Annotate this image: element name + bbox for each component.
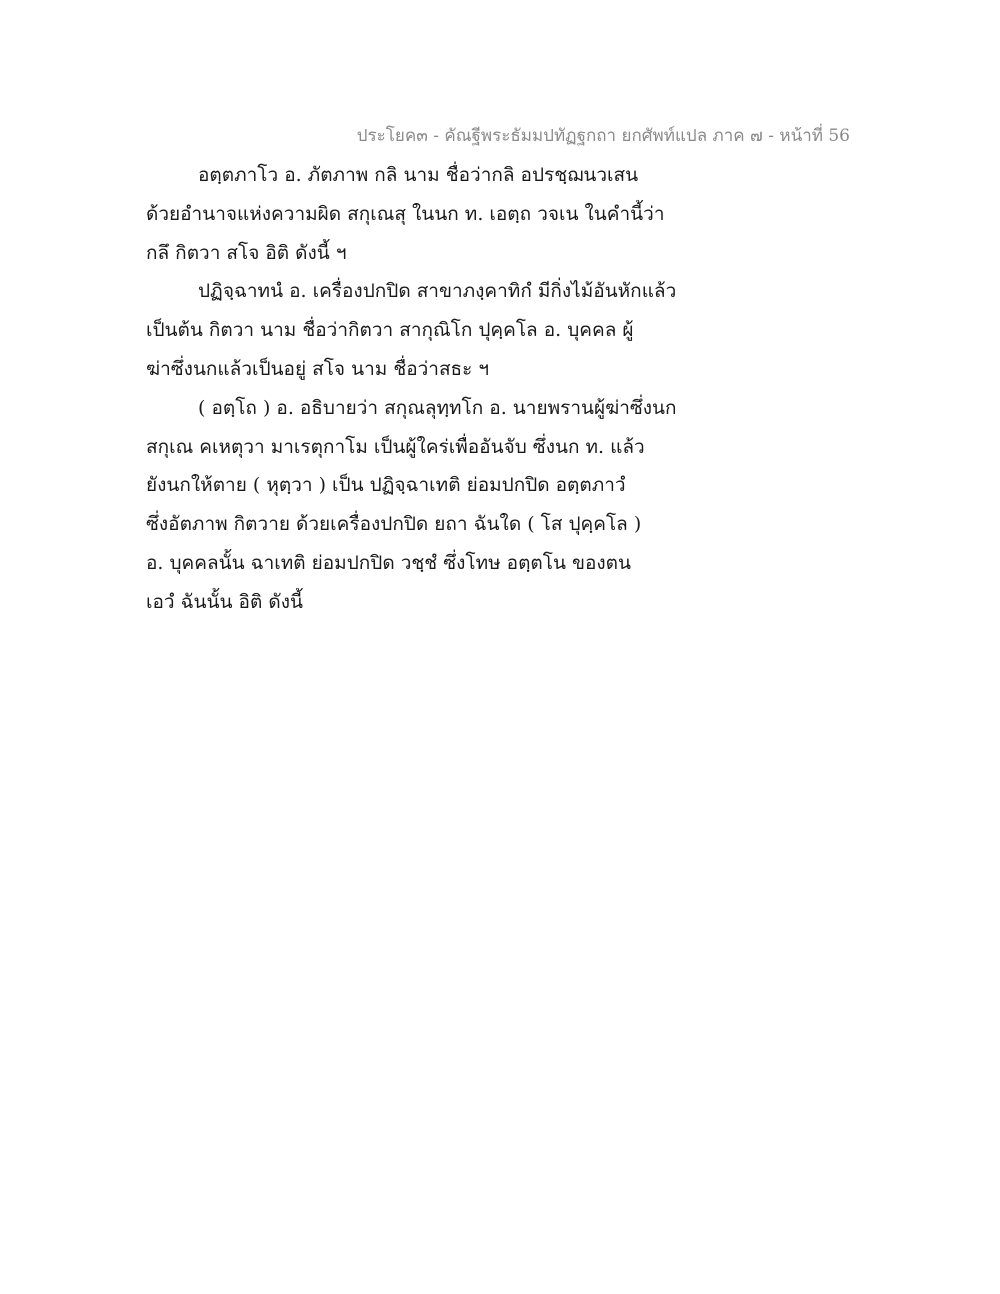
- text-line: ด้วยอำนาจแห่งความผิด สกุเณสุ ในนก ท. เอตฺถ วจเน ในคำนี้ว่า: [146, 202, 665, 225]
- text-line: เป็นต้น กิตวา นาม ชื่อว่ากิตวา สากุณิโก ปุคฺคโล อ. บุคคล ผู้: [146, 319, 634, 342]
- paragraph-1: [146, 156, 706, 272]
- paragraph-2: [146, 272, 706, 388]
- text-line: สกุเณ คเหตุวา มาเรตุกาโม เป็นผู้ใคร่เพื่ออันจับ ซึ่งนก ท. แล้ว: [146, 435, 645, 458]
- text-line: ฆ่าซึ่งนกแล้วเป็นอยู่ สโจ นาม ชื่อว่าสธะ ฯ: [146, 357, 490, 380]
- text-line: อ. บุคคลนั้น ฉาเทติ ย่อมปกปิด วชฺชํ ซึ่งโทษ อตฺตโน ของตน: [146, 551, 632, 574]
- body-text: [146, 156, 706, 622]
- paragraph-3: [146, 389, 706, 622]
- text-line: ( อตฺโถ ) อ. อธิบายว่า สกุณลุทฺทโก อ. นายพรานผู้ฆ่าซึ่งนก: [198, 396, 677, 419]
- text-line: อตฺตภาโว อ. ภัตภาพ กลิ นาม ชื่อว่ากลิ อปรชฺฌนวเสน: [198, 164, 639, 186]
- text-line: ซึ่งอัตภาพ กิตวาย ด้วยเครื่องปกปิด ยถา ฉันใด ( โส ปุคฺคโล ): [146, 513, 642, 536]
- text-line: ปฏิจฺฉาทนํ อ. เครื่องปกปิด สาขาภงฺคาทิกํ มีกิ่งไม้อันหักแล้ว: [198, 280, 677, 303]
- running-header: ประโยค๓ - คัณฐีพระธัมมปทัฏฐกถา ยกศัพท์แปล ภาค ๗ - หน้าที่ 56: [356, 126, 850, 146]
- text-line: ยังนกให้ตาย ( หุตฺวา ) เป็น ปฏิจฺฉาเทติ ย่อมปกปิด อตฺตภาวํ: [146, 474, 626, 497]
- text-line: เอวํ ฉันนั้น อิติ ดังนี้: [146, 590, 303, 613]
- text-line: กลึ กิตวา สโจ อิติ ดังนี้ ฯ: [146, 241, 347, 264]
